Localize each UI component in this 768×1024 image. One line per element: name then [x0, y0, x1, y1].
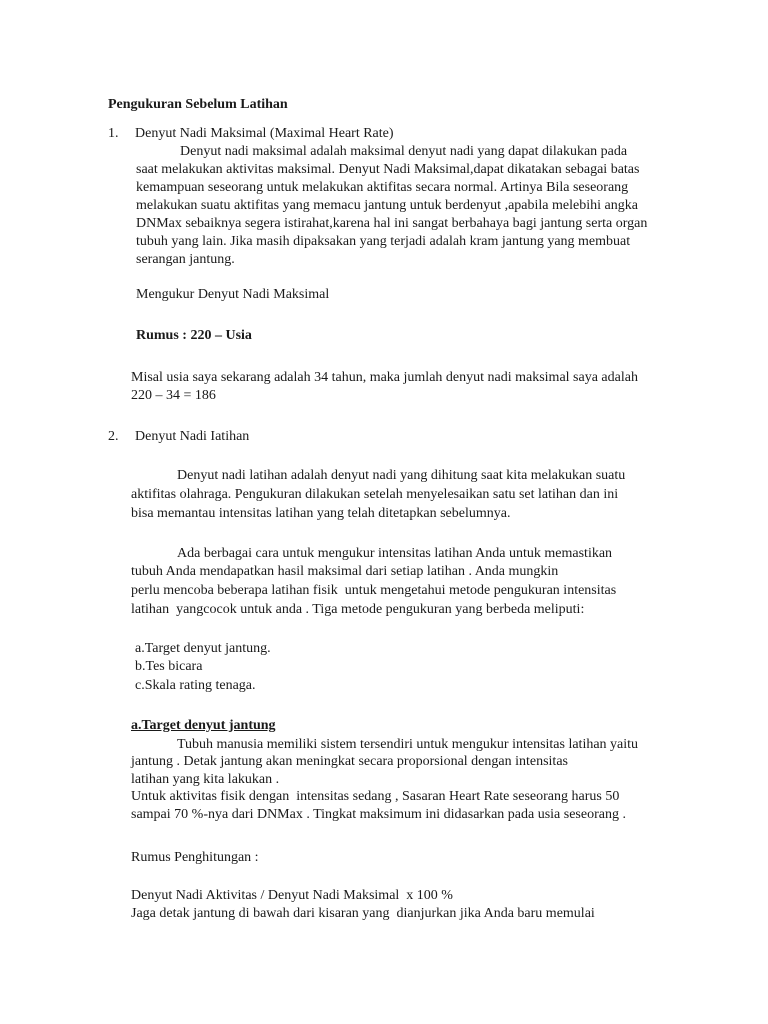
subsection-a-line: Tubuh manusia memiliki sistem tersendiri untuk mengukur intensitas latihan yaitu: [177, 737, 639, 752]
subsection-a-title: a.Target denyut jantung: [131, 718, 276, 733]
subsection-a-line: Untuk aktivitas fisik dengan intensitas sedang , Sasaran Heart Rate seseorang harus 50: [131, 789, 620, 804]
section-2-number: 2.: [108, 429, 119, 444]
section-1-title: Denyut Nadi Maksimal (Maximal Heart Rate): [135, 126, 394, 141]
subsection-a-line: jantung . Detak jantung akan meningkat secara proporsional dengan intensitas: [131, 754, 568, 769]
section-2-paragraph-line: Denyut nadi latihan adalah denyut nadi yang dihitung saat kita melakukan suatu: [177, 468, 626, 483]
section-1-paragraph-line: DNMax sebaiknya segera istirahat,karena hal ini sangat berbahaya bagi jantung serta organ: [136, 216, 648, 231]
example-line: 220 – 34 = 186: [131, 388, 216, 403]
calc-label: Rumus Penghitungan :: [131, 850, 259, 865]
method-list-item: c.Skala rating tenaga.: [135, 678, 256, 693]
section-1-paragraph-line: saat melakukan aktivitas maksimal. Denyut Nadi Maksimal,dapat dikatakan sebagai batas: [136, 162, 640, 177]
section-1-paragraph-line: melakukan suatu aktifitas yang memacu jantung untuk berdenyut ,apabila melebihi angka: [136, 198, 638, 213]
example-line: Misal usia saya sekarang adalah 34 tahun, maka jumlah denyut nadi maksimal saya adalah: [131, 370, 638, 385]
section-2-paragraph-line: tubuh Anda mendapatkan hasil maksimal dari setiap latihan . Anda mungkin: [131, 564, 559, 579]
section-2-paragraph-line: Ada berbagai cara untuk mengukur intensitas latihan Anda untuk memastikan: [177, 546, 613, 561]
section-2-paragraph-line: perlu mencoba beberapa latihan fisik untuk mengetahui metode pengukuran intensitas: [131, 583, 617, 598]
subsection-a-line: latihan yang kita lakukan .: [131, 772, 280, 787]
section-1-number: 1.: [108, 126, 119, 141]
formula-max-heart-rate: Rumus : 220 – Usia: [136, 328, 252, 343]
section-2-title: Denyut Nadi Iatihan: [135, 429, 250, 444]
method-list-item: a.Target denyut jantung.: [135, 641, 271, 656]
document-heading: Pengukuran Sebelum Latihan: [108, 97, 288, 112]
section-2-paragraph-line: bisa memantau intensitas latihan yang telah ditetapkan sebelumnya.: [131, 506, 511, 521]
subsection-a-line: sampai 70 %-nya dari DNMax . Tingkat maksimum ini didasarkan pada usia seseorang .: [131, 807, 626, 822]
section-1-paragraph-line: serangan jantung.: [136, 252, 235, 267]
calc-formula: Denyut Nadi Aktivitas / Denyut Nadi Maksimal x 100 %: [131, 888, 453, 903]
section-1-paragraph-line: kemampuan seseorang untuk melakukan aktifitas secara normal. Artinya Bila seseorang: [136, 180, 629, 195]
section-1-paragraph-line: tubuh yang lain. Jika masih dipaksakan yang terjadi adalah kram jantung yang membuat: [136, 234, 631, 249]
section-2-paragraph-line: latihan yangcocok untuk anda . Tiga metode pengukuran yang berbeda meliputi:: [131, 602, 585, 617]
method-list-item: b.Tes bicara: [135, 659, 203, 674]
measure-label: Mengukur Denyut Nadi Maksimal: [136, 287, 330, 302]
closing-line: Jaga detak jantung di bawah dari kisaran yang dianjurkan jika Anda baru memulai: [131, 906, 595, 921]
section-2-paragraph-line: aktifitas olahraga. Pengukuran dilakukan setelah menyelesaikan satu set latihan dan ini: [131, 487, 619, 502]
section-1-paragraph-line: Denyut nadi maksimal adalah maksimal denyut nadi yang dapat dilakukan pada: [180, 144, 628, 159]
